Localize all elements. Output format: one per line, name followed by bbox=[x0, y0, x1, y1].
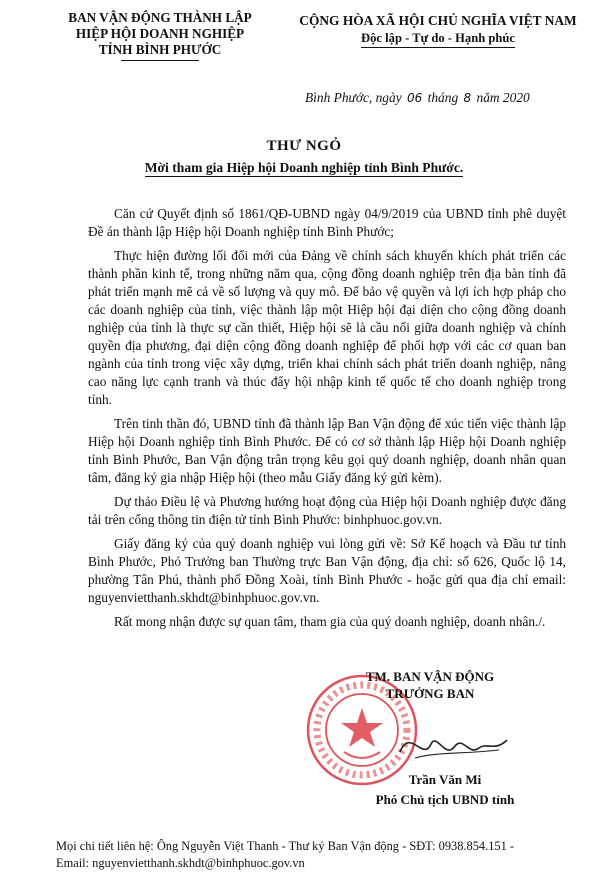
nation-name: CỘNG HÒA XÃ HỘI CHỦ NGHĨA VIỆT NAM bbox=[299, 13, 577, 28]
date-line bbox=[305, 90, 530, 106]
issuing-organization bbox=[40, 10, 280, 61]
body-paragraph: Thực hiện đường lối đổi mới của Đảng về chính sách khuyến khích phát triển các thành phần kinh tế, trong những năm qua, cộng đồng doanh nghiệp trên địa bàn tỉnh đã phát triển mạnh mẽ cả về số lượng và quy mô. Để bảo vệ quyền và lợi ích hợp pháp cho các doanh nghiệp của tỉnh, việc thành lập một Hiệp hội đại diện cho cộng đồng doanh nghiệp của tỉnh là thực sự cần thiết, Hiệp hội sẽ là cầu nối giữa doanh nghiệp và chính quyền địa phương, đại diện cộng đồng doanh nghiệp để phối hợp với các cơ quan ban ngành của tỉnh trong việc xây dựng, triển khai chính sách phát triển doanh nghiệp, nâng cao năng lực cạnh tranh và thúc đẩy hội nhập kinh tế quốc tế cho doanh nghiệp trong tỉnh. bbox=[88, 248, 566, 407]
signature-block bbox=[320, 668, 540, 702]
national-motto: Độc lập - Tự do - Hạnh phúc bbox=[361, 30, 515, 48]
body-paragraph: Giấy đăng ký của quý doanh nghiệp vui lòng gửi về: Sở Kế hoạch và Đầu tư tỉnh Bình Phước, Phó Trưởng ban Thường trực Ban Vận động, địa chỉ: số 626, Quốc lộ 14, phường Tân Phú, thành phố Đồng Xoài, tỉnh Bình Phước - hoặc gửi qua địa chỉ email: nguyenvietthanh.skhdt@binhphuoc.gov.vn. bbox=[88, 536, 566, 605]
date-month: 8 bbox=[463, 91, 472, 105]
date-day: 06 bbox=[407, 91, 423, 105]
body-paragraph: Rất mong nhận được sự quan tâm, tham gia của quý doanh nghiệp, doanh nhân./. bbox=[114, 614, 546, 629]
date-year: năm 2020 bbox=[476, 90, 530, 105]
signer-title: Phó Chủ tịch UBND tỉnh bbox=[375, 792, 515, 807]
star-icon bbox=[341, 708, 383, 747]
stamp-laurel bbox=[344, 752, 380, 758]
national-header bbox=[283, 12, 593, 48]
org-line-3: TỈNH BÌNH PHƯỚC bbox=[98, 42, 222, 57]
letter-subtitle-text: Mời tham gia Hiệp hội Doanh nghiệp tỉnh Bình Phước. bbox=[144, 160, 464, 175]
body-paragraph: Dự thảo Điều lệ và Phương hướng hoạt động của Hiệp hội Doanh nghiệp được đăng tải trên cổng thông tin điện tử tỉnh Bình Phước: binhphuoc.gov.vn. bbox=[88, 494, 566, 527]
org-underline bbox=[121, 60, 199, 61]
org-line-1: BAN VẬN ĐỘNG THÀNH LẬP bbox=[68, 10, 252, 25]
org-line-2: HIỆP HỘI DOANH NGHIỆP bbox=[75, 26, 245, 41]
footer-contact-line: Mọi chi tiết liên hệ: Ông Nguyễn Việt Thanh - Thư ký Ban Vận động - SĐT: 0938.854.151 - bbox=[56, 839, 515, 853]
contact-footer bbox=[56, 838, 596, 872]
date-prefix: Bình Phước, ngày bbox=[305, 90, 402, 105]
signature-underline bbox=[415, 750, 499, 758]
body-paragraph: Căn cứ Quyết định số 1861/QĐ-UBND ngày 04/9/2019 của UBND tỉnh phê duyệt Đề án thành lập Hiệp hội Doanh nghiệp tỉnh Bình Phước; bbox=[88, 206, 566, 239]
signature-on-behalf: TM. BAN VẬN ĐỘNG bbox=[365, 669, 495, 684]
footer-email-line: Email: nguyenvietthanh.skhdt@binhphuoc.gov.vn bbox=[56, 856, 305, 870]
letter-subtitle bbox=[0, 160, 608, 176]
signer-info bbox=[340, 770, 550, 810]
signature-position: TRƯỞNG BAN bbox=[385, 686, 475, 701]
signature-stroke bbox=[400, 740, 507, 752]
body-paragraph: Trên tinh thần đó, UBND tỉnh đã thành lập Ban Vận động để xúc tiến việc thành lập Hiệp hội Doanh nghiệp tỉnh Bình Phước. Để có cơ sở thành lập Hiệp hội Doanh nghiệp tỉnh Bình Phước, Ban Vận động trân trọng kêu gọi quý doanh nghiệp, doanh nhân quan tâm, đăng ký gia nhập Hiệp hội (theo mẫu Giấy đăng ký gửi kèm). bbox=[88, 416, 566, 485]
letter-title: THƯ NGỎ bbox=[266, 138, 342, 154]
letter-body bbox=[88, 205, 566, 637]
signer-name: Trần Văn Mi bbox=[408, 772, 482, 787]
handwritten-signature bbox=[395, 722, 515, 770]
date-month-label: tháng bbox=[427, 90, 459, 105]
